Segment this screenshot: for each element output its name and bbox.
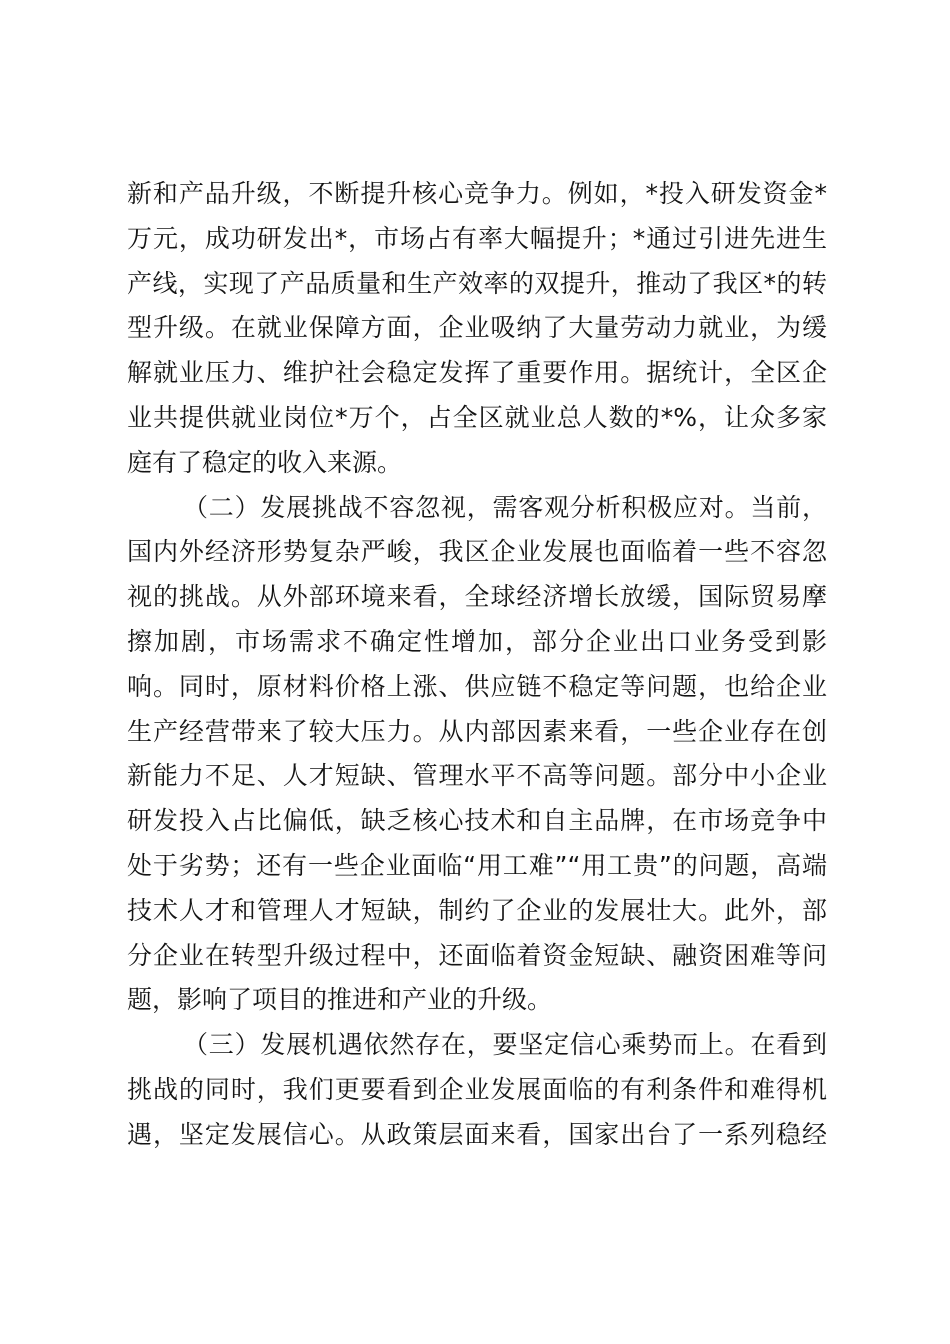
text-line: 分企业在转型升级过程中，还面临着资金短缺、融资困难等问 [127,940,827,970]
section-heading-line: （二）发展挑战不容忽视，需客观分析积极应对。当前， [183,492,827,522]
text-line: 题，影响了项目的推进和产业的升级。 [127,985,553,1015]
text-line: 技术人才和管理人才短缺，制约了企业的发展壮大。此外，部 [127,895,827,925]
text-line: 新能力不足、人才短缺、管理水平不高等问题。部分中小企业 [127,761,827,791]
text-line: 响。同时，原材料价格上涨、供应链不稳定等问题，也给企业 [127,671,827,701]
text-line: 型升级。在就业保障方面，企业吸纳了大量劳动力就业，为缓 [127,313,827,343]
text-line: 国内外经济形势复杂严峻，我区企业发展也面临着一些不容忽 [127,537,827,567]
text-line: 庭有了稳定的收入来源。 [127,447,403,477]
section-heading-line: （三）发展机遇依然存在，要坚定信心乘势而上。在看到 [183,1030,827,1060]
text-line: 业共提供就业岗位*万个，占全区就业总人数的*%，让众多家 [127,402,827,432]
text-line: 遇，坚定发展信心。从政策层面来看，国家出台了一系列稳经 [127,1119,827,1149]
document-body [127,172,827,1158]
text-line: 万元，成功研发出*，市场占有率大幅提升；*通过引进先进生 [127,223,827,253]
text-line: 产线，实现了产品质量和生产效率的双提升，推动了我区*的转 [127,268,827,298]
text-line: 挑战的同时，我们更要看到企业发展面临的有利条件和难得机 [127,1074,827,1104]
text-line: 视的挑战。从外部环境来看，全球经济增长放缓，国际贸易摩 [127,582,827,612]
text-line: 研发投入占比偏低，缺乏核心技术和自主品牌，在市场竞争中 [127,806,827,836]
text-line: 新和产品升级，不断提升核心竞争力。例如，*投入研发资金* [127,179,827,208]
text-line: 解就业压力、维护社会稳定发挥了重要作用。据统计，全区企 [127,358,827,388]
text-line: 处于劣势；还有一些企业面临“用工难”“用工贵”的问题，高端 [127,850,827,880]
text-line: 擦加剧，市场需求不确定性增加，部分企业出口业务受到影 [127,626,827,656]
text-line: 生产经营带来了较大压力。从内部因素来看，一些企业存在创 [127,716,827,746]
